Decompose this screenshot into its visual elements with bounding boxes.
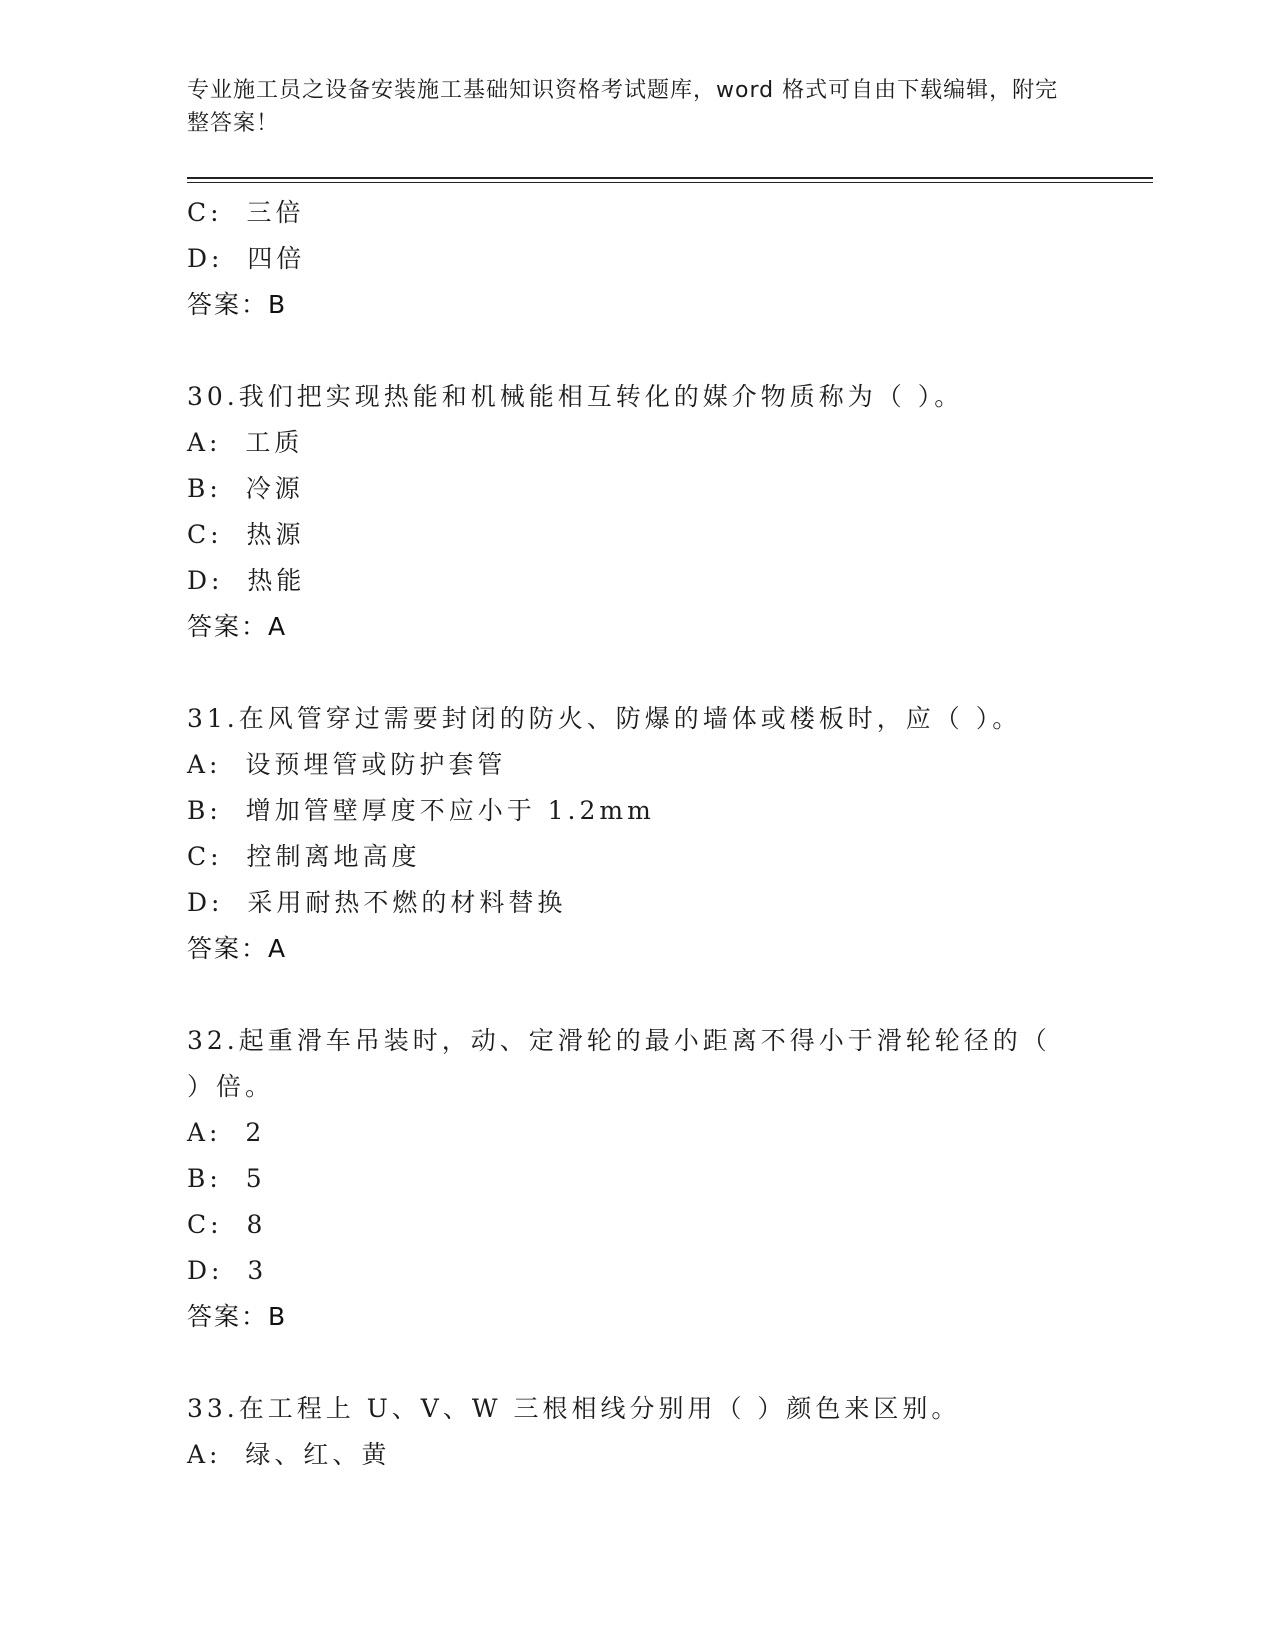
question-text: 33.在工程上 U、V、W 三根相线分别用（ ）颜色来区别。 bbox=[187, 1394, 961, 1423]
option-c: C: 8 bbox=[187, 1210, 267, 1239]
option-d: D: 四倍 bbox=[187, 244, 306, 273]
option-a: A: 绿、红、黄 bbox=[187, 1440, 391, 1469]
question-text: 30.我们把实现热能和机械能相互转化的媒介物质称为（ ）。 bbox=[187, 382, 964, 411]
answer-label: 答案：A bbox=[187, 612, 288, 641]
option-c: C: 三倍 bbox=[187, 198, 305, 227]
question-text-line-1: 32.起重滑车吊装时，动、定滑轮的最小距离不得小于滑轮轮径的（ bbox=[187, 1026, 1051, 1055]
question-text-line-2: ）倍。 bbox=[187, 1072, 275, 1101]
option-b: B: 5 bbox=[187, 1164, 266, 1193]
header-rule-thick bbox=[187, 177, 1153, 179]
option-d: D: 热能 bbox=[187, 566, 306, 595]
question-text: 31.在风管穿过需要封闭的防火、防爆的墙体或楼板时，应（ ）。 bbox=[187, 704, 1022, 733]
option-c: C: 热源 bbox=[187, 520, 305, 549]
question-31 bbox=[187, 696, 1067, 972]
answer-label: 答案：B bbox=[187, 1302, 288, 1331]
option-c: C: 控制离地高度 bbox=[187, 842, 421, 871]
question-30 bbox=[187, 374, 1067, 650]
option-b: B: 增加管壁厚度不应小于 1.2mm bbox=[187, 796, 655, 825]
answer-label: 答案：B bbox=[187, 290, 288, 319]
answer-label: 答案：A bbox=[187, 934, 288, 963]
header-rule-thin bbox=[187, 182, 1153, 183]
question-29-tail bbox=[187, 190, 1067, 328]
option-d: D: 采用耐热不燃的材料替换 bbox=[187, 888, 567, 917]
document-header: 专业施工员之设备安装施工基础知识资格考试题库，word 格式可自由下载编辑，附完整答案！ bbox=[187, 78, 1059, 136]
option-a: A: 设预埋管或防护套管 bbox=[187, 750, 507, 779]
option-a: A: 工质 bbox=[187, 428, 304, 457]
option-a: A: 2 bbox=[187, 1118, 266, 1147]
question-33 bbox=[187, 1386, 1067, 1478]
option-b: B: 冷源 bbox=[187, 474, 304, 503]
option-d: D: 3 bbox=[187, 1256, 268, 1285]
question-list bbox=[187, 190, 1067, 1478]
question-32 bbox=[187, 1018, 1067, 1340]
